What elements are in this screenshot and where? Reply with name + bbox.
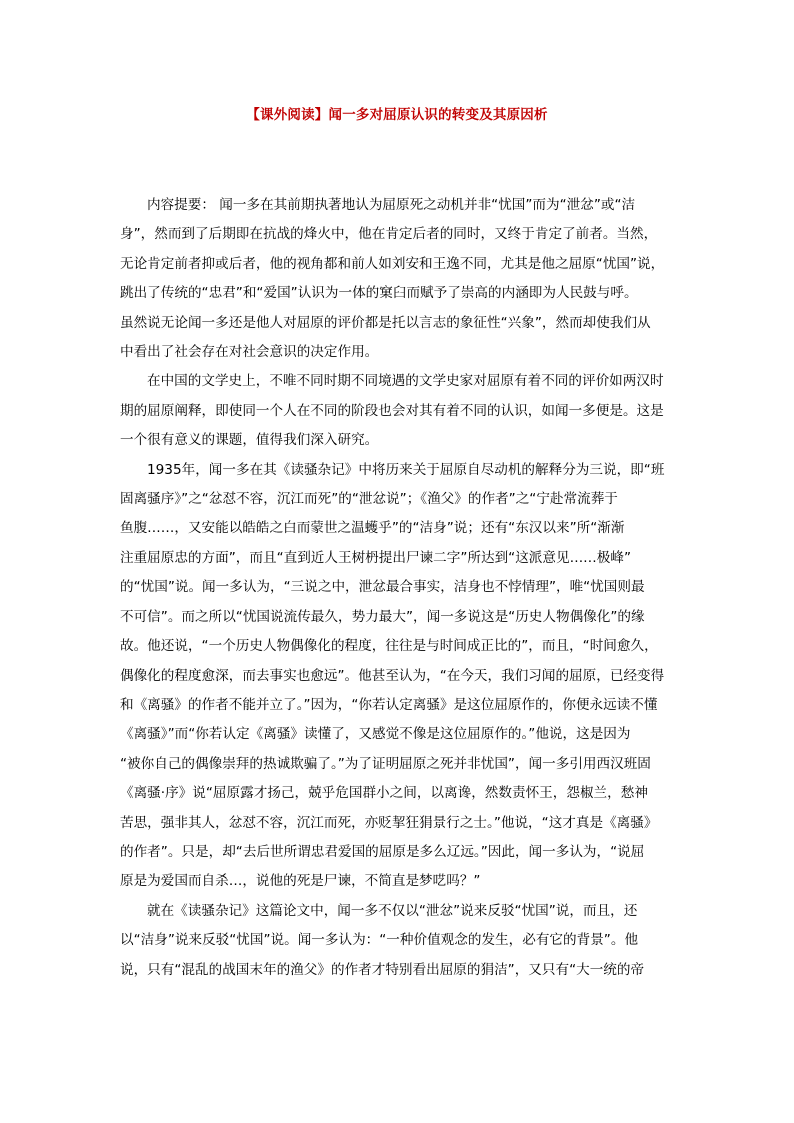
document-title: 【课外阅读】闻一多对屈原认识的转变及其原因析 [246, 107, 548, 123]
text-line: 无论肯定前者抑或后者，他的视角都和前人如刘安和王逸不同，尤其是他之屈原“忧国”说， [120, 255, 665, 272]
text-line: “被你自己的偶像崇拜的热诚欺骗了。”为了证明屈原之死并非忧国”，闻一多引用西汉班固 [120, 755, 651, 772]
paragraph-abstract [120, 191, 676, 367]
text-line: 的“忧国”说。闻一多认为，“三说之中，泄忿最合事实，洁身也不悖情理”，唯“忧国则最 [120, 579, 645, 596]
text-line: 以“洁身”说来反驳“忧国”说。闻一多认为：“一种价值观念的发生，必有它的背景”。他 [120, 932, 639, 949]
text-line: 期的屈原阐释，即使同一个人在不同的阶段也会对其有着不同的认识，如闻一多便是。这是 [120, 402, 664, 419]
text-line: 苦思，强非其人，忿怼不容，沉江而死，亦贬挈狂狷景行之士。”他说，“这才真是《离骚》 [120, 814, 658, 831]
text-line: 的作者”。只是，却“去后世所谓忠君爱国的屈原是多么辽远。”因此，闻一多认为，“说屈 [120, 843, 645, 860]
text-line: 1935年，闻一多在其《读骚杂记》中将历来关于屈原自尽动机的解释分为三说，即“班 [147, 461, 665, 478]
text-line: 注重屈原忠的方面”，而且“直到近人王树枬提出尸谏二字”所达到“这派意见……极峰” [120, 549, 631, 566]
text-line: 内容提要： 闻一多在其前期执著地认为屈原死之动机并非“忧国”而为“泄忿”或“洁 [147, 197, 636, 213]
paragraph-intro [120, 367, 676, 455]
text-line: 就在《读骚杂记》这篇论文中，闻一多不仅以“泄忿”说来反驳“忧国”说，而且，还 [147, 902, 638, 919]
text-line: 不可信”。而之所以“忧国说流传最久，势力最大”，闻一多说这是“历史人物偶像化”的缘 [120, 608, 645, 625]
text-line: 一个很有意义的课题，值得我们深入研究。 [120, 432, 379, 449]
text-line: 身”，然而到了后期即在抗战的烽火中，他在肯定后者的同时，又终于肯定了前者。当然， [120, 226, 658, 243]
text-line: 《离骚》”而“你若认定《离骚》读懂了，又感觉不像是这位屈原作的。”他说，这是因为 [120, 726, 631, 743]
paragraph-dusao-zaji [120, 897, 676, 985]
paragraph-1935 [120, 456, 676, 897]
text-line: 虽然说无论闻一多还是他人对屈原的评价都是托以言志的象征性“兴象”，然而却使我们从 [120, 314, 651, 331]
text-line: 鱼腹……，又安能以皓皓之白而蒙世之温蠖乎”的“洁身”说；还有“东汉以来”所“渐渐 [120, 520, 625, 537]
text-line: 偶像化的程度愈深，而去事实也愈远”。他甚至认为，“在今天，我们习闻的屈原，已经变得 [120, 667, 665, 684]
text-line: 故。他还说，“一个历史人物偶像化的程度，往往是与时间成正比的”，而且，“时间愈久， [120, 638, 658, 655]
text-line: 固离骚序》”之“忿怼不容，沉江而死”的“泄忿说”；《渔父》的作者”之“宁赴常流葬于 [120, 491, 618, 508]
text-line: 和《离骚》的作者不能并立了。”因为，“你若认定离骚》是这位屈原作的，你便永远读不懂 [120, 696, 658, 713]
text-line: 在中国的文学史上，不唯不同时期不同境遇的文学史家对屈原有着不同的评价如两汉时 [147, 373, 664, 390]
text-line: 《离骚·序》说“屈原露才扬己，兢乎危国群小之间，以离谗，然数责怀王，怨椒兰，愁神 [120, 785, 648, 802]
text-line: 跳出了传统的“忠君”和“爱国”认识为一体的窠臼而赋予了崇高的内涵即为人民鼓与呼。 [120, 285, 638, 302]
text-line: 说，只有“混乱的战国末年的渔父》的作者才特别看出屈原的狷洁”，又只有“大一统的帝 [120, 961, 645, 978]
text-line: 中看出了社会存在对社会意识的决定作用。 [120, 344, 379, 361]
document-body [120, 191, 676, 985]
text-line: 原是为爱国而自杀…，说他的死是尸谏，不简直是梦呓吗？” [120, 873, 481, 890]
